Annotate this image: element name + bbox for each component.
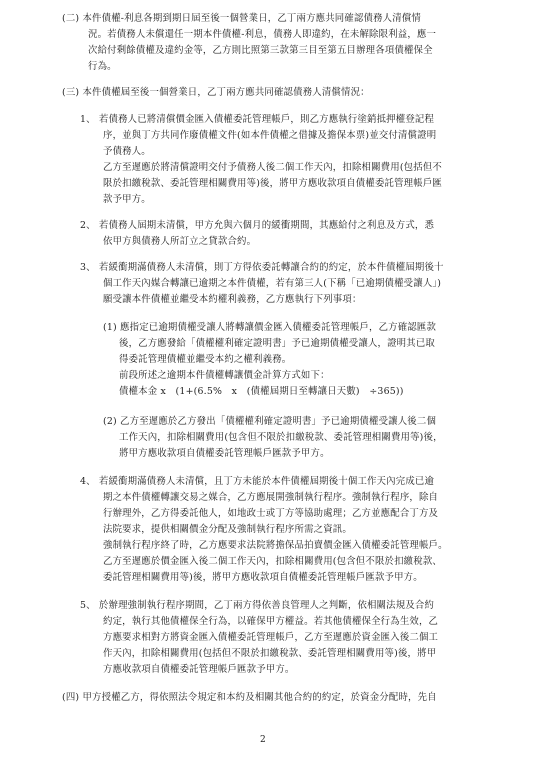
section-3-heading: (三) 本件債權屆至後一個營業日，乙丁兩方應共同確認債務人清償情況： (62, 87, 370, 98)
item-1-line-4: 乙方至遲應於將清償證明交付予債務人後二個工作天內，扣除相關費用(包括但不 (103, 162, 442, 173)
item-5-line-1: 5、 於辦理強制執行程序期間，乙丁兩方得依善良管理人之判斷，依相關法規及合約 (80, 600, 435, 611)
item-1-line-6: 款予甲方。 (103, 194, 151, 205)
item-3-1-line-3: 得委託管理債權並繼受本約之權利義務。 (119, 354, 292, 365)
item-3-line-1: 3、 若緩衝期滿債務人未清償，則丁方得依委託轉讓合約的約定，於本件債權屆期後十 (80, 262, 444, 273)
item-3-2-line-3: 將甲方應收款項自債權委託管理帳戶匯款予甲方。 (119, 448, 330, 459)
item-1-line-1: 1、 若債務人已將清償價金匯入債權委託管理帳戶，則乙方應執行塗銷抵押權登記程 (80, 114, 435, 125)
item-3-1-formula: 債權本金 x (1+(6.5% x (債權屆期日至轉讓日天數) ÷365)) (119, 386, 404, 397)
item-4-line-2: 期之本件債權轉讓交易之媒合，乙方應展開強制執行程序。強制執行程序，除自 (103, 492, 439, 503)
item-3-line-2: 個工作天內媒合轉讓已逾期之本件債權，若有第三人(下稱「已逾期債權受讓人」) (103, 278, 442, 289)
item-4-line-7: 委託管理相關費用等)後，將甲方應收款項自債權委託管理帳戶匯款予甲方。 (103, 572, 423, 583)
item-1-line-2: 序，並與丁方共同作廢債權文件(如本件債權之借據及擔保本票)並交付清償證明 (103, 130, 437, 141)
item-4-line-4: 法院要求，提供相關價金分配及強制執行程序所需之資訊。 (103, 524, 352, 535)
section-2-line-3: 次給付剩餘債權及違約金等，乙方則比照第三款第三目至第五目辦理各項債權保全 (88, 45, 433, 56)
item-4-line-6: 乙方至遲應於價金匯入後二個工作天內，扣除相關費用(包含但不限於扣繳稅款、 (103, 556, 442, 567)
item-3-2-line-2: 工作天內，扣除相關費用(包含但不限於扣繳稅款、委託管理相關費用等)後， (119, 432, 443, 443)
section-2-line-2: 況。若債務人未償還任一期本件債權-利息，債務人即違約，在未解除限利益，應一 (88, 29, 437, 40)
item-3-line-3: 願受讓本件債權並繼受本約權利義務，乙方應執行下列事項： (103, 294, 362, 305)
item-2-line-2: 依甲方與債務人所訂立之貸款合約。 (103, 236, 257, 247)
item-1-line-5: 限於扣繳稅款、委託管理相關費用等)後，將甲方應收款項自債權委託管理帳戶匯 (103, 178, 442, 189)
item-5-line-3: 方應要求相對方將資金匯入債權委託管理帳戶，乙方至遲應於資金匯入後二個工 (103, 632, 439, 643)
section-2-line-1: (二) 本件債權-利息各期到期日屆至後一個營業日，乙丁兩方應共同確認債務人清償情 (62, 13, 421, 24)
page-number: 2 (260, 735, 266, 745)
item-3-1-line-1: (1) 應指定已逾期債權受讓人將轉讓價金匯入債權委託管理帳戶，乙方確認匯款 (103, 322, 437, 333)
item-5-line-2: 約定，執行其他債權保全行為，以確保甲方權益。若其他債權保全行為生效，乙 (103, 616, 439, 627)
item-1-line-3: 予債務人。 (103, 146, 151, 157)
item-4-line-5: 強制執行程序終了時，乙方應要求法院將擔保品拍賣價金匯入債權委託管理帳戶。 (103, 540, 448, 551)
item-4-line-1: 4、 若緩衝期滿債務人未清償，且丁方未能於本件債權屆期後十個工作天內完成已逾 (80, 476, 435, 487)
item-3-1-line-4: 前段所述之逾期本件債權轉讓價金計算方式如下： (119, 370, 330, 381)
item-3-1-line-2: 後，乙方應發給「債權權利確定證明書」予已逾期債權受讓人，證明其已取 (119, 338, 435, 349)
item-5-line-5: 方應收款項自債權委託管理帳戶匯款予甲方。 (103, 664, 295, 675)
item-5-line-4: 作天內，扣除相關費用(包括但不限於扣繳稅款、委託管理相關費用等)後，將甲 (103, 648, 437, 659)
item-2-line-1: 2、 若債務人屆期未清償，甲方允與六個月的緩衝期間，其應給付之利息及方式，悉 (80, 220, 435, 231)
item-4-line-3: 行辦理外，乙方得委託他人，如地政士或丁方等協助處理；乙方並應配合丁方及 (103, 508, 439, 519)
section-4-line-1: (四) 甲方授權乙方，得依照法令規定和本約及相關其他合約的約定，於資金分配時，先自 (62, 692, 437, 703)
item-3-2-line-1: (2) 乙方至遲應於乙方發出「債權權利確定證明書」予已逾期債權受讓人後二個 (103, 416, 437, 427)
section-2-line-4: 行為。 (88, 61, 117, 72)
